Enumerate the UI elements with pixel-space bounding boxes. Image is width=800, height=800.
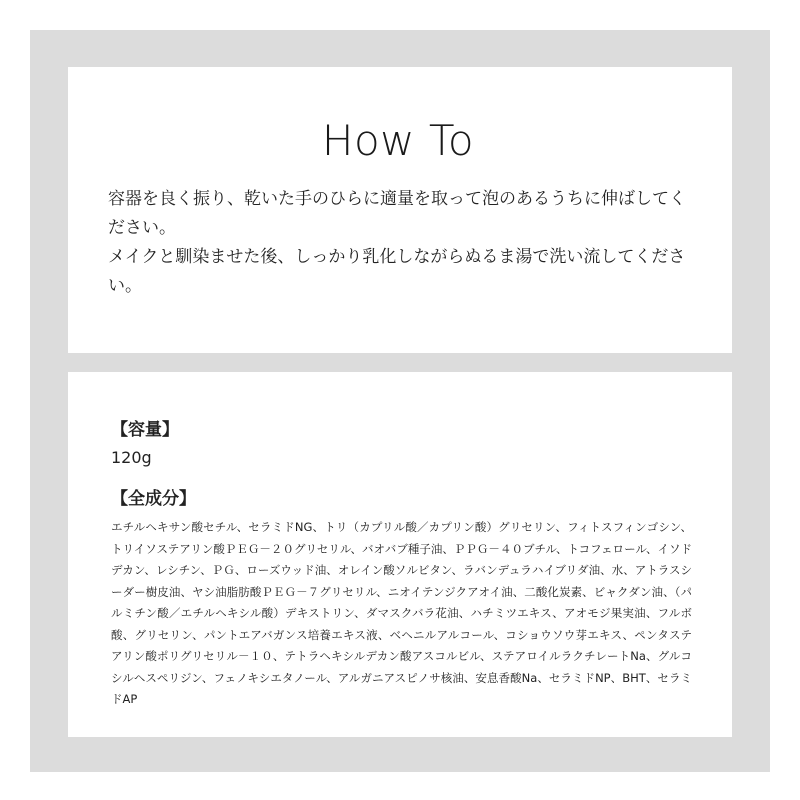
ingredients-label: 【全成分】 (111, 489, 196, 509)
how-to-card (68, 67, 732, 353)
ingredients-list: エチルヘキサン酸セチル、セラミドNG、トリ（カプリル酸／カプリン酸）グリセリン、フィトスフィンゴシン、トリイソステアリン酸ＰＥＧ－２０グリセリル、バオバブ種子油、ＰＰＧ－４０ブチル、トコフェロール、イソドデカン、レシチン、ＰＧ、ローズウッド油、オレイン酸ソルビタン、ラバンデュラハイブリダ油、水、アトラスシーダー樹皮油、ヤシ油脂肪酸ＰＥＧ－７グリセリル、ニオイテンジクアオイ油、二酸化炭素、ビャクダン油、（パルミチン酸／エチルヘキシル酸）デキストリン、ダマスクバラ花油、ハチミツエキス、アオモジ果実油、フルボ酸、グリセリン、パントエアバガンス培養エキス液、ベヘニルアルコール、コショウソウ芽エキス、ペンタステアリン酸ポリグリセリル－１０、テトラヘキシルデカン酸アスコルビル、ステアロイルラクチレートNa、グルコシルヘスペリジン、フェノキシエタノール、アルガニアスピノサ核油、安息香酸Na、セラミドNP、BHT、セラミドAP (111, 520, 692, 706)
product-info-card (68, 372, 732, 737)
instruction-paragraph: メイクと馴染ませた後、しっかり乳化しながらぬるま湯で洗い流してください。 (108, 247, 686, 296)
volume-label: 【容量】 (111, 420, 179, 440)
how-to-instructions (108, 185, 688, 301)
volume-value: 120g (111, 448, 152, 467)
instruction-paragraph: 容器を良く振り、乾いた手のひらに適量を取って泡のあるうちに伸ばしてください。 (108, 189, 686, 238)
how-to-title: How To (321, 116, 475, 165)
